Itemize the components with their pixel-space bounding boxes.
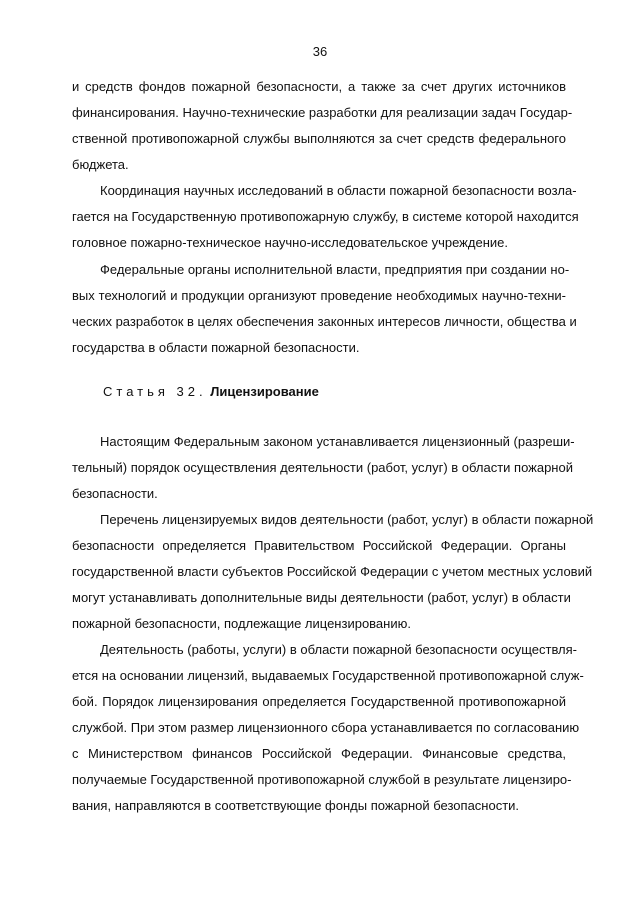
text-line: Федеральные органы исполнительной власти, предприятия при создании но- [100,262,570,277]
text-line: тельный) порядок осуществления деятельности (работ, услуг) в области пожарной [72,460,573,475]
text-line: Перечень лицензируемых видов деятельности (работ, услуг) в области пожарной [100,512,594,527]
text-line: пожарной безопасности, подлежащие лицензированию. [72,616,411,631]
text-line: бой. Порядок лицензирования определяется Государственной противопожарной [72,694,566,709]
text-line: могут устанавливать дополнительные виды деятельности (работ, услуг) в области [72,590,571,605]
text-line: вания, направляются в соответствующие фонды пожарной безопасности. [72,798,520,813]
text-line: Координация научных исследований в области пожарной безопасности возла- [100,183,577,198]
text-line: головное пожарно-техническое научно-исследовательское учреждение. [72,235,508,250]
article-heading [103,382,319,402]
text-line: и средств фондов пожарной безопасности, а также за счет других источников [72,79,566,94]
text-line: Настоящим Федеральным законом устанавливается лицензионный (разреши- [100,434,575,449]
text-line: гается на Государственную противопожарную службу, в системе которой находится [72,209,579,224]
text-line: службой. При этом размер лицензионного сбора устанавливается по согласованию [72,720,580,735]
text-line: ственной противопожарной службы выполняются за счет средств федерального [72,131,566,146]
page-number: 36 [312,44,328,59]
article-label: Статья 32. [103,384,207,399]
text-line: финансирования. Научно-технические разработки для реализации задач Государ- [72,105,573,120]
text-line: ется на основании лицензий, выдаваемых Государственной противопожарной служ- [72,668,584,683]
text-line: получаемые Государственной противопожарной службой в результате лицензиро- [72,772,572,787]
text-line: с Министерством финансов Российской Федерации. Финансовые средства, [72,746,566,761]
text-line: безопасности. [72,486,158,501]
text-line: ческих разработок в целях обеспечения законных интересов личности, общества и [72,314,577,329]
text-line: безопасности определяется Правительством Российской Федерации. Органы [72,538,566,553]
text-line: вых технологий и продукции организуют проведение необходимых научно-техни- [72,288,566,303]
text-line: бюджета. [72,157,129,172]
article-title: Лицензирование [210,384,319,399]
text-line: государственной власти субъектов Российской Федерации с учетом местных условий [72,564,593,579]
text-line: государства в области пожарной безопасности. [72,340,360,355]
text-line: Деятельность (работы, услуги) в области пожарной безопасности осуществля- [100,642,578,657]
